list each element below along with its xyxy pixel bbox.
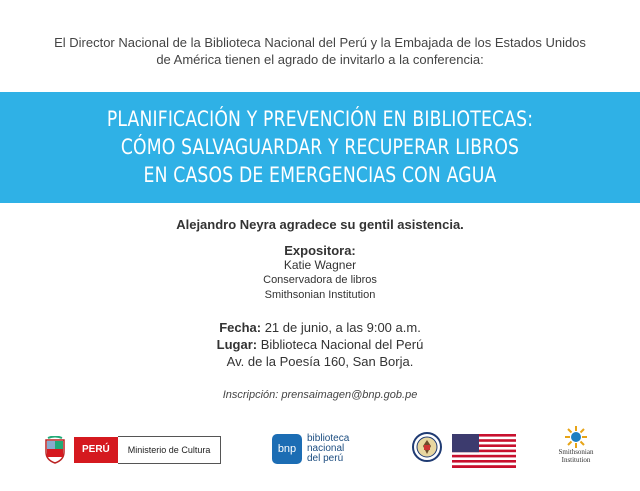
intro-text <box>0 34 640 68</box>
peru-label: PERÚ <box>74 437 118 463</box>
bnp-logo <box>272 434 349 464</box>
bnp-name-line-1: biblioteca <box>307 433 350 444</box>
speaker-name: Katie Wagner <box>283 258 357 272</box>
peru-ministry-logo <box>44 434 221 466</box>
ministry-label: Ministerio de Cultura <box>118 436 222 464</box>
place-row <box>0 336 640 353</box>
speaker-block <box>0 243 640 303</box>
intro-line-2: de América tienen el agrado de invitarlo a la conferencia: <box>156 52 484 67</box>
place-label: Lugar: <box>216 337 258 352</box>
registration-text: Inscripción: prensaimagen@bnp.gob.pe <box>222 389 418 401</box>
bnp-badge: bnp <box>272 434 302 464</box>
title-line-2: CÓMO SALVAGUARDAR Y RECUPERAR LIBROS <box>120 135 520 159</box>
us-flag-icon <box>452 434 516 468</box>
speaker-role: Conservadora de libros <box>263 274 377 286</box>
date-value: 21 de junio, a las 9:00 a.m. <box>261 320 421 335</box>
address: Av. de la Poesía 160, San Borja. <box>226 354 414 369</box>
event-details <box>0 319 640 370</box>
title-banner <box>0 92 640 203</box>
logo-footer <box>0 420 640 491</box>
date-label: Fecha: <box>219 320 262 335</box>
smithsonian-sun-icon <box>565 426 587 448</box>
intro-line-1: El Director Nacional de la Biblioteca Nacional del Perú y la Embajada de los Estados Unidos <box>54 35 586 50</box>
bnp-name-line-2: nacional <box>307 443 345 454</box>
title-line-3: EN CASOS DE EMERGENCIAS CON AGUA <box>143 163 497 187</box>
smithsonian-line-1: Smithsonian <box>558 448 594 456</box>
bnp-name-line-3: del perú <box>307 453 344 464</box>
speaker-org: Smithsonian Institution <box>264 289 376 301</box>
thanks-text: Alejandro Neyra agradece su gentil asistencia. <box>176 217 464 232</box>
title-line-1: PLANIFICACIÓN Y PREVENCIÓN EN BIBLIOTECAS: <box>106 107 534 131</box>
place-value: Biblioteca Nacional del Perú <box>257 337 424 352</box>
peru-coat-of-arms-icon <box>44 436 66 464</box>
us-department-of-state-seal-icon <box>412 432 442 462</box>
speaker-label: Expositora: <box>284 243 356 258</box>
smithsonian-line-2: Institution <box>561 456 591 464</box>
bnp-name <box>307 434 349 464</box>
smithsonian-logo <box>556 426 596 464</box>
date-row <box>0 319 640 336</box>
